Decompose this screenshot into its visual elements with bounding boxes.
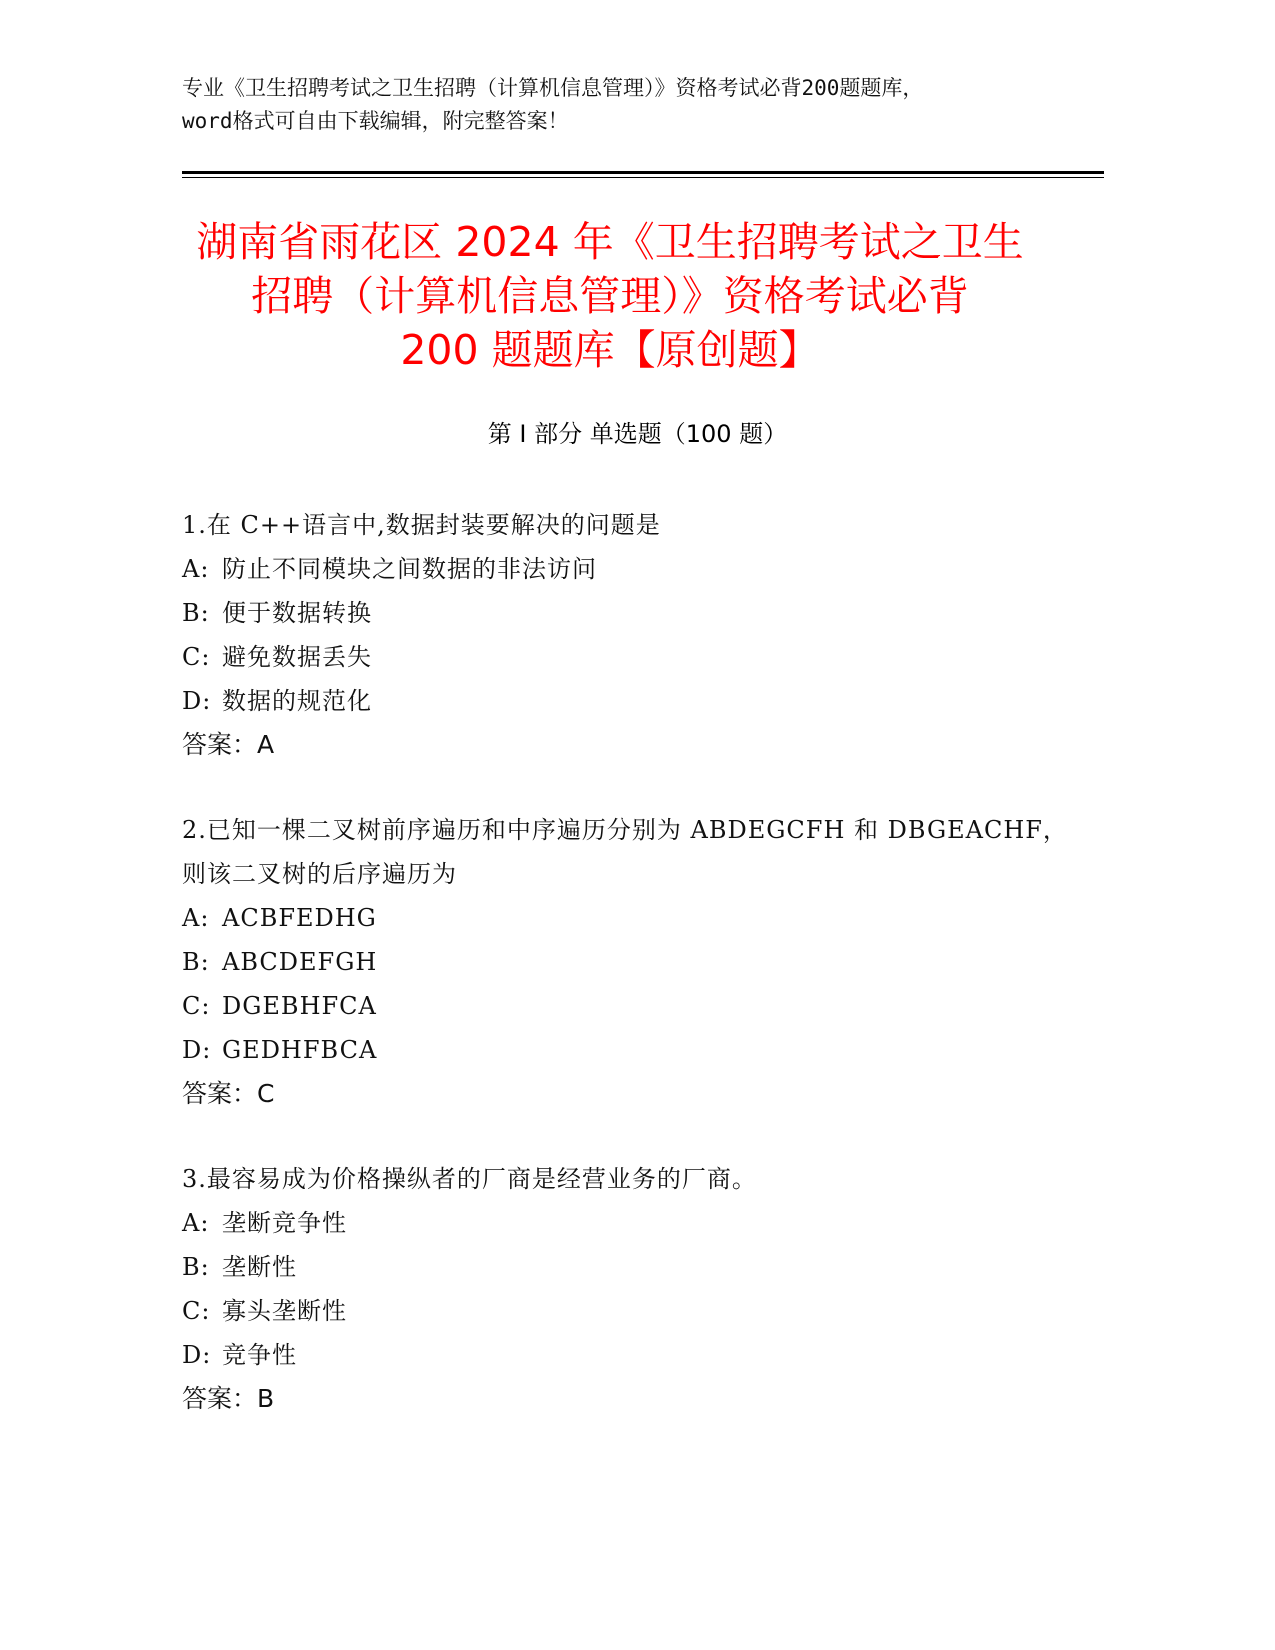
document-title-line-2: 招聘（计算机信息管理）》资格考试必背 bbox=[251, 272, 969, 320]
option-b bbox=[182, 591, 1082, 635]
option-letter: C: bbox=[182, 1297, 211, 1325]
question-stem: 2.已知一棵二叉树前序遍历和中序遍历分别为 ABDEGCFH 和 DBGEACHF， bbox=[182, 816, 1068, 844]
option-text: 垄断竞争性 bbox=[222, 1209, 347, 1237]
option-text: 竞争性 bbox=[222, 1341, 297, 1369]
option-text: ACBFEDHG bbox=[222, 904, 377, 932]
option-b bbox=[182, 940, 1082, 984]
answer: 答案：A bbox=[182, 730, 275, 759]
header-divider-thick bbox=[182, 171, 1104, 174]
question-stem: 1.在 C++语言中,数据封装要解决的问题是 bbox=[182, 511, 661, 539]
option-text: 防止不同模块之间数据的非法访问 bbox=[222, 555, 597, 583]
question-1 bbox=[182, 503, 1082, 767]
option-letter: A: bbox=[182, 904, 210, 932]
header-note-line-2: word格式可自由下载编辑，附完整答案！ bbox=[182, 109, 569, 133]
option-text: 避免数据丢失 bbox=[222, 643, 372, 671]
option-b bbox=[182, 1245, 1082, 1289]
section-heading: 第 I 部分 单选题（100 题） bbox=[487, 420, 788, 448]
option-letter: D: bbox=[182, 1341, 212, 1369]
option-d bbox=[182, 1333, 1082, 1377]
option-letter: D: bbox=[182, 1036, 212, 1064]
question-3 bbox=[182, 1157, 1082, 1421]
option-letter: A: bbox=[182, 1209, 210, 1237]
document-title-line-1: 湖南省雨花区 2024 年《卫生招聘考试之卫生 bbox=[196, 218, 1024, 266]
option-c bbox=[182, 984, 1082, 1028]
option-c bbox=[182, 1289, 1082, 1333]
option-text: 垄断性 bbox=[222, 1253, 297, 1281]
header-note bbox=[182, 72, 1082, 138]
option-d bbox=[182, 1028, 1082, 1072]
answer: 答案：B bbox=[182, 1384, 275, 1413]
question-stem: 3.最容易成为价格操纵者的厂商是经营业务的厂商。 bbox=[182, 1165, 757, 1193]
option-a bbox=[182, 1201, 1082, 1245]
header-divider-thin bbox=[182, 177, 1104, 178]
option-letter: C: bbox=[182, 643, 211, 671]
option-text: ABCDEFGH bbox=[222, 948, 378, 976]
option-a bbox=[182, 896, 1082, 940]
option-d bbox=[182, 679, 1082, 723]
option-text: 寡头垄断性 bbox=[222, 1297, 347, 1325]
option-c bbox=[182, 635, 1082, 679]
header-note-line-1: 专业《卫生招聘考试之卫生招聘（计算机信息管理）》资格考试必背200题题库， bbox=[182, 76, 924, 100]
document-title-line-3: 200 题题库【原创题】 bbox=[400, 326, 820, 374]
question-stem-continuation: 则该二叉树的后序遍历为 bbox=[182, 860, 457, 888]
option-text: DGEBHFCA bbox=[222, 992, 377, 1020]
option-text: 便于数据转换 bbox=[222, 599, 372, 627]
answer: 答案：C bbox=[182, 1079, 275, 1108]
option-letter: B: bbox=[182, 599, 210, 627]
document-title bbox=[160, 215, 1060, 377]
option-letter: A: bbox=[182, 555, 210, 583]
option-letter: B: bbox=[182, 948, 210, 976]
option-text: GEDHFBCA bbox=[222, 1036, 378, 1064]
option-letter: B: bbox=[182, 1253, 210, 1281]
option-text: 数据的规范化 bbox=[222, 687, 372, 715]
option-letter: D: bbox=[182, 687, 212, 715]
option-a bbox=[182, 547, 1082, 591]
question-2 bbox=[182, 808, 1082, 1116]
option-letter: C: bbox=[182, 992, 211, 1020]
